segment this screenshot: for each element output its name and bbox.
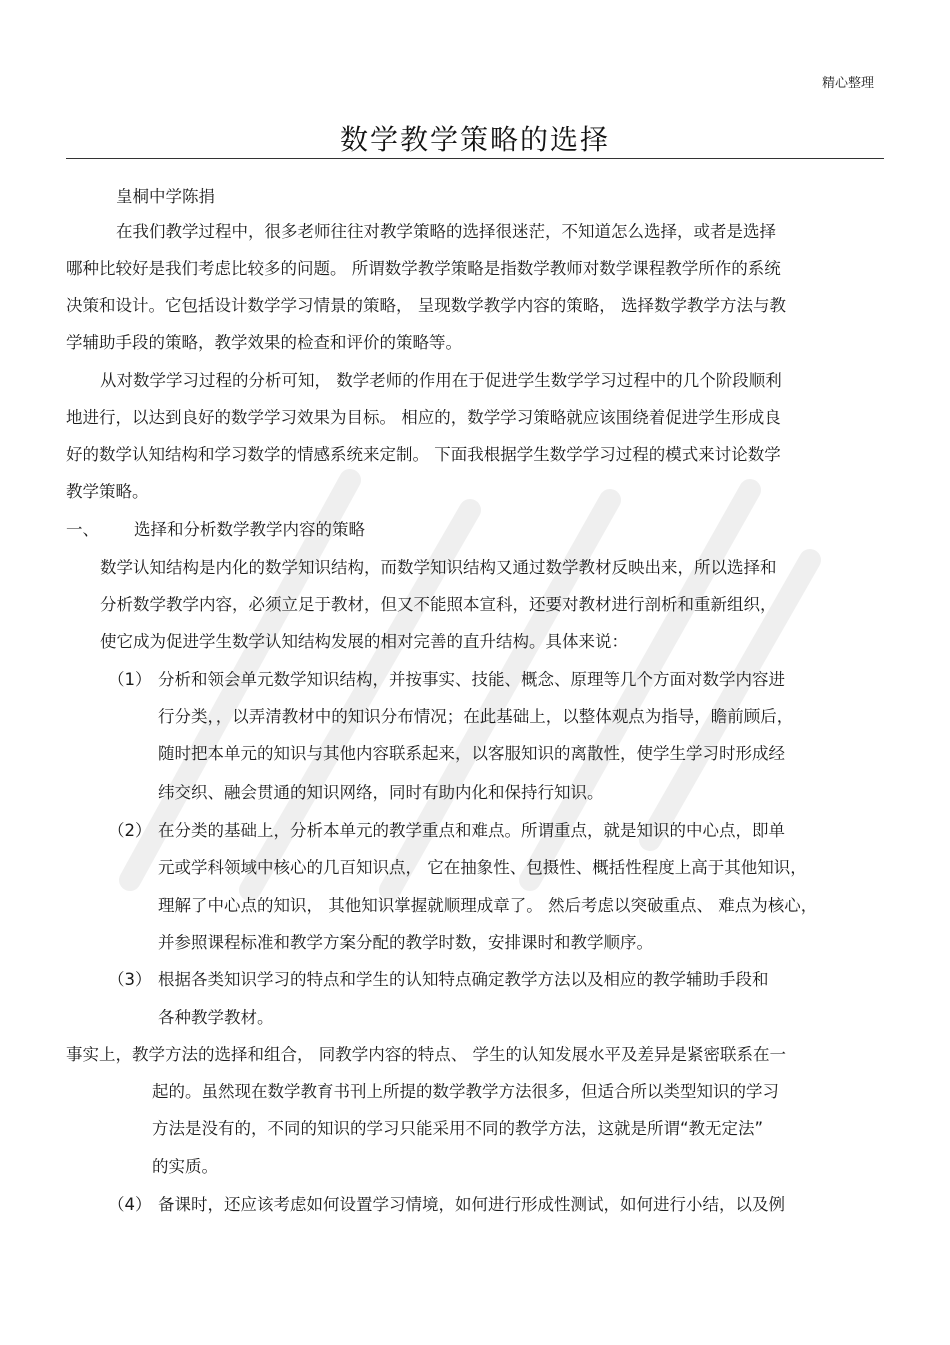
list-item-line: 分析和领会单元数学知识结构，并按事实、技能、概念、原理等几个方面对数学内容进 bbox=[158, 670, 785, 689]
list-item-line: 理解了中心点的知识， 其他知识掌握就顺理成章了。 然后考虑以突破重点、 难点为核心， bbox=[158, 896, 818, 915]
list-item-line: 并参照课程标准和教学方案分配的教学时数，安排课时和教学顺序。 bbox=[158, 933, 653, 952]
fact-line: 起的。虽然现在数学教育书刊上所提的数学教学方法很多，但适合所以类型知识的学习 bbox=[152, 1082, 779, 1101]
header-note: 精心整理 bbox=[821, 76, 874, 91]
intro-line: 在我们教学过程中，很多老师往往对教学策略的选择很迷茫，不知道怎么选择，或者是选择 bbox=[116, 222, 776, 241]
list-item-line: 在分类的基础上，分析本单元的教学重点和难点。所谓重点，就是知识的中心点，即单 bbox=[158, 821, 785, 840]
list-item-number: （3） bbox=[108, 970, 152, 989]
para2-line: 教学策略。 bbox=[66, 482, 149, 501]
para2-line: 好的数学认知结构和学习数学的情感系统来定制。 下面我根据学生数学学习过程的模式来讨论数学 bbox=[66, 445, 781, 464]
section-intro-line: 分析数学教学内容，必须立足于教材，但又不能照本宣科，还要对教材进行剖析和重新组织， bbox=[100, 595, 777, 614]
fact-line: 事实上，教学方法的选择和组合， 同教学内容的特点、 学生的认知发展水平及差异是紧密联系在一 bbox=[66, 1045, 786, 1064]
list-item-number: （4） bbox=[108, 1195, 152, 1214]
list-item-line: 备课时，还应该考虑如何设置学习情境，如何进行形成性测试，如何进行小结，以及例 bbox=[158, 1195, 785, 1214]
intro-line: 学辅助手段的策略，教学效果的检查和评价的策略等。 bbox=[66, 333, 462, 352]
section-intro-line: 数学认知结构是内化的数学知识结构，而数学知识结构又通过数学教材反映出来，所以选择和 bbox=[100, 558, 777, 577]
title-divider bbox=[66, 158, 884, 159]
list-item-line: 随时把本单元的知识与其他内容联系起来，以客服知识的离散性，使学生学习时形成经 bbox=[158, 744, 785, 763]
intro-line: 哪种比较好是我们考虑比较多的问题。 所谓数学教学策略是指数学教师对数学课程教学所作的系统 bbox=[66, 259, 781, 278]
list-item-line: 元或学科领域中核心的几百知识点， 它在抽象性、包摄性、概括性程度上高于其他知识， bbox=[158, 858, 807, 877]
list-item-line: 纬交织、融会贯通的知识网络，同时有助内化和保持行知识。 bbox=[158, 783, 604, 802]
list-item-line: 行分类，，以弄清教材中的知识分布情况；在此基础上，以整体观点为指导，瞻前顾后， bbox=[158, 707, 794, 726]
list-item-number: （1） bbox=[108, 670, 152, 689]
para2-line: 地进行，以达到良好的数学学习效果为目标。 相应的，数学学习策略就应该围绕着促进学生形成良 bbox=[66, 408, 781, 427]
fact-line: 的实质。 bbox=[152, 1157, 218, 1176]
page-title: 数学教学策略的选择 bbox=[339, 123, 610, 156]
section-intro-line: 使它成为促进学生数学认知结构发展的相对完善的直升结构。具体来说： bbox=[100, 632, 628, 651]
section-number: 一、 bbox=[66, 520, 99, 539]
list-item-line: 各种教学教材。 bbox=[158, 1008, 274, 1027]
author-line: 皇桐中学陈捐 bbox=[116, 187, 215, 206]
section-heading: 选择和分析数学教学内容的策略 bbox=[134, 520, 365, 539]
list-item-number: （2） bbox=[108, 821, 152, 840]
fact-line: 方法是没有的，不同的知识的学习只能采用不同的教学方法，这就是所谓“教无定法” bbox=[152, 1119, 764, 1138]
intro-line: 决策和设计。它包括设计数学学习情景的策略， 呈现数学教学内容的策略， 选择数学教学方法与教 bbox=[66, 296, 786, 315]
para2-line: 从对数学学习过程的分析可知， 数学老师的作用在于促进学生数学学习过程中的几个阶段顺利 bbox=[100, 371, 782, 390]
list-item-line: 根据各类知识学习的特点和学生的认知特点确定教学方法以及相应的教学辅助手段和 bbox=[158, 970, 769, 989]
